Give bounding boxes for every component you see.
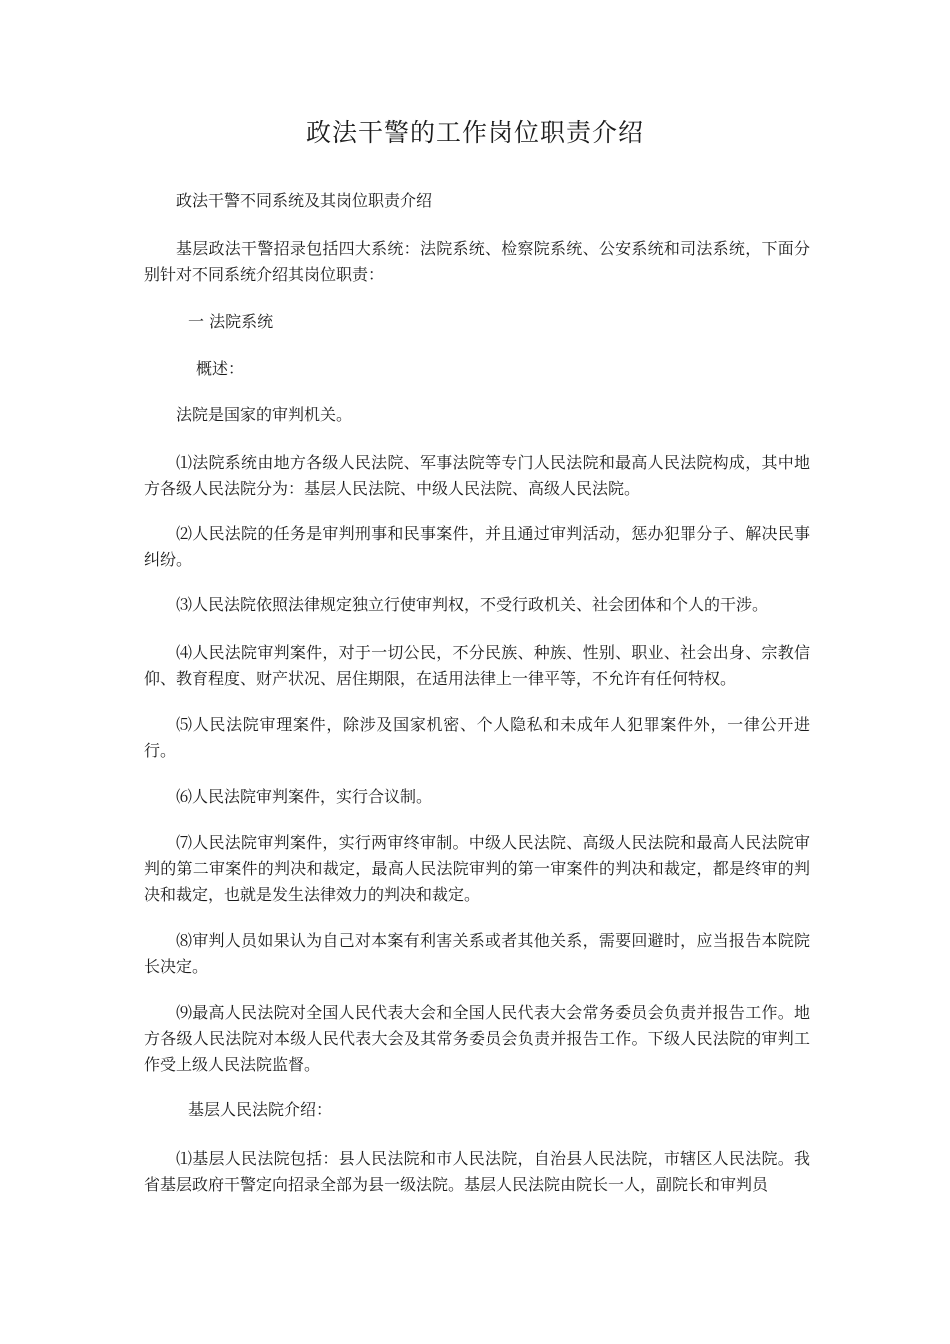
intro-paragraph: 基层政法干警招录包括四大系统：法院系统、检察院系统、公安系统和司法系统，下面分别针对不同系统介绍其岗位职责： — [144, 239, 810, 284]
overview-label: 概述： — [196, 359, 245, 378]
list-item: ⑼最高人民法院对全国人民代表大会和全国人民代表大会常务委员会负责并报告工作。地方各级人民法院对本级人民代表大会及其常务委员会负责并报告工作。下级人民法院的审判工作受上级人民法院监督。 — [144, 1003, 810, 1074]
list-item: ⑴法院系统由地方各级人民法院、军事法院等专门人民法院和最高人民法院构成，其中地方各级人民法院分为：基层人民法院、中级人民法院、高级人民法院。 — [144, 453, 810, 498]
list-item: ⑹人民法院审判案件，实行合议制。 — [176, 787, 433, 806]
section-heading: 一 法院系统 — [188, 312, 274, 331]
list-item: ⑵人民法院的任务是审判刑事和民事案件，并且通过审判活动，惩办犯罪分子、解决民事纠纷。 — [144, 524, 810, 569]
basic-court-heading: 基层人民法院介绍： — [188, 1100, 333, 1119]
list-item: ⑺人民法院审判案件，实行两审终审制。中级人民法院、高级人民法院和最高人民法院审判的第二审案件的判决和裁定，最高人民法院审判的第一审案件的判决和裁定，都是终审的判决和裁定，也就是发生法律效力的判决和裁定。 — [144, 833, 810, 904]
overview-text: 法院是国家的审判机关。 — [176, 405, 353, 424]
list-item: ⑶人民法院依照法律规定独立行使审判权，不受行政机关、社会团体和个人的干涉。 — [176, 595, 769, 614]
list-item: ⑻审判人员如果认为自己对本案有利害关系或者其他关系，需要回避时，应当报告本院院长决定。 — [144, 931, 810, 976]
list-item: ⑸人民法院审理案件，除涉及国家机密、个人隐私和未成年人犯罪案件外，一律公开进行。 — [144, 715, 810, 760]
document-subtitle: 政法干警不同系统及其岗位职责介绍 — [176, 191, 433, 210]
list-item: ⑴基层人民法院包括：县人民法院和市人民法院，自治县人民法院，市辖区人民法院。我省基层政府干警定向招录全部为县一级法院。基层人民法院由院长一人，副院长和审判员 — [144, 1149, 810, 1194]
document-title: 政法干警的工作岗位职责介绍 — [305, 118, 644, 147]
list-item: ⑷人民法院审判案件，对于一切公民，不分民族、种族、性别、职业、社会出身、宗教信仰、教育程度、财产状况、居住期限，在适用法律上一律平等，不允许有任何特权。 — [144, 643, 810, 688]
